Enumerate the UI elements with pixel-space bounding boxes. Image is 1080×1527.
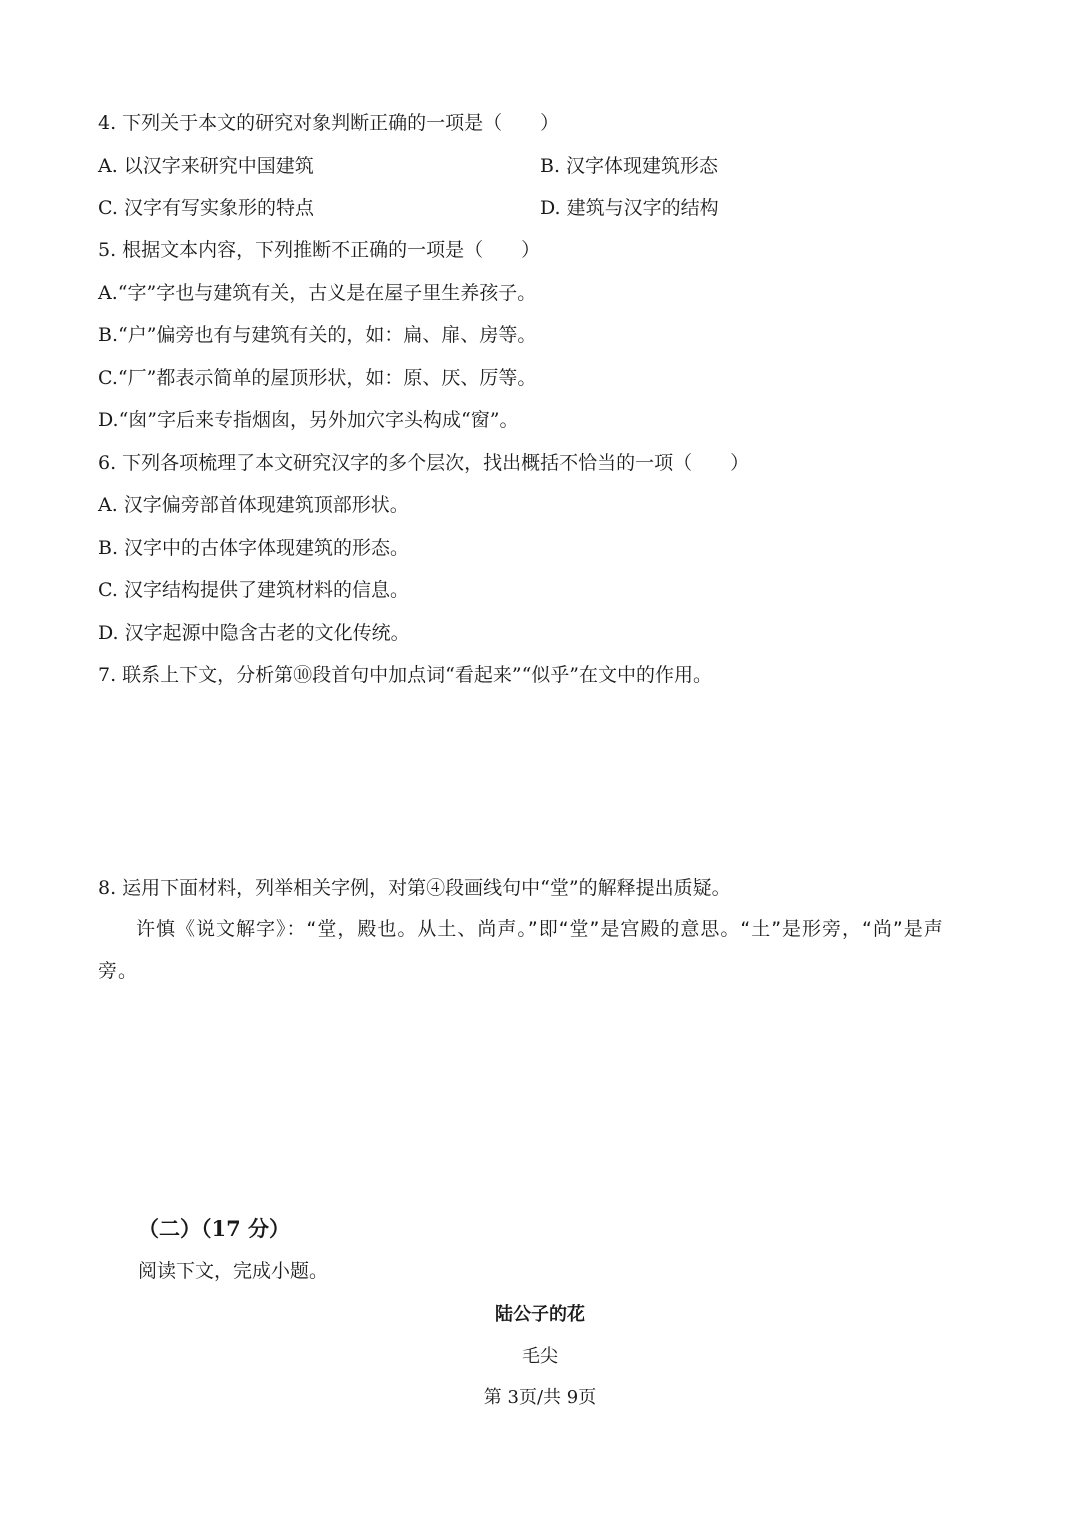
question-6-stem: 6. 下列各项梳理了本文研究汉字的多个层次，找出概括不恰当的一项（ ） — [98, 452, 750, 474]
question-5-option-b: B.“户”偏旁也有与建筑有关的，如：扁、扉、房等。 — [98, 324, 537, 346]
page-number: 第 3页/共 9页 — [483, 1387, 597, 1408]
question-4-option-a: A. 以汉字来研究中国建筑 — [98, 155, 314, 177]
question-4-option-b: B. 汉字体现建筑形态 — [540, 155, 719, 177]
question-6-option-d: D. 汉字起源中隐含古老的文化传统。 — [98, 622, 410, 644]
question-6-option-a: A. 汉字偏旁部首体现建筑顶部形状。 — [98, 494, 409, 516]
question-5-option-c: C.“厂”都表示简单的屋顶形状，如：原、厌、厉等。 — [98, 367, 537, 389]
article-author: 毛尖 — [522, 1346, 558, 1367]
section-heading: （二）（17 分） — [138, 1216, 291, 1241]
question-4-option-c: C. 汉字有写实象形的特点 — [98, 197, 314, 219]
question-6-option-b: B. 汉字中的古体字体现建筑的形态。 — [98, 537, 410, 559]
question-7-stem: 7. 联系上下文，分析第⑩段首句中加点词“看起来”“似乎”在文中的作用。 — [98, 664, 713, 686]
question-6-option-c: C. 汉字结构提供了建筑材料的信息。 — [98, 579, 409, 601]
article-title: 陆公子的花 — [495, 1304, 585, 1325]
question-5-stem: 5. 根据文本内容，下列推断不正确的一项是（ ） — [98, 239, 541, 261]
question-5-option-d: D.“囱”字后来专指烟囱，另外加穴字头构成“窗”。 — [98, 409, 519, 431]
question-4-option-d: D. 建筑与汉字的结构 — [540, 197, 719, 219]
question-5-option-a: A.“字”字也与建筑有关，古义是在屋子里生养孩子。 — [98, 282, 537, 304]
question-8-stem: 8. 运用下面材料，列举相关字例，对第④段画线句中“堂”的解释提出质疑。 — [98, 877, 731, 899]
question-8-material: 许慎《说文解字》：“堂，殿也。从土、尚声。”即“堂”是宫殿的意思。“土”是形旁，“尚”是声旁。 — [98, 918, 944, 982]
section-instruction: 阅读下文，完成小题。 — [138, 1260, 329, 1282]
question-4-stem: 4. 下列关于本文的研究对象判断正确的一项是（ ） — [98, 112, 560, 134]
